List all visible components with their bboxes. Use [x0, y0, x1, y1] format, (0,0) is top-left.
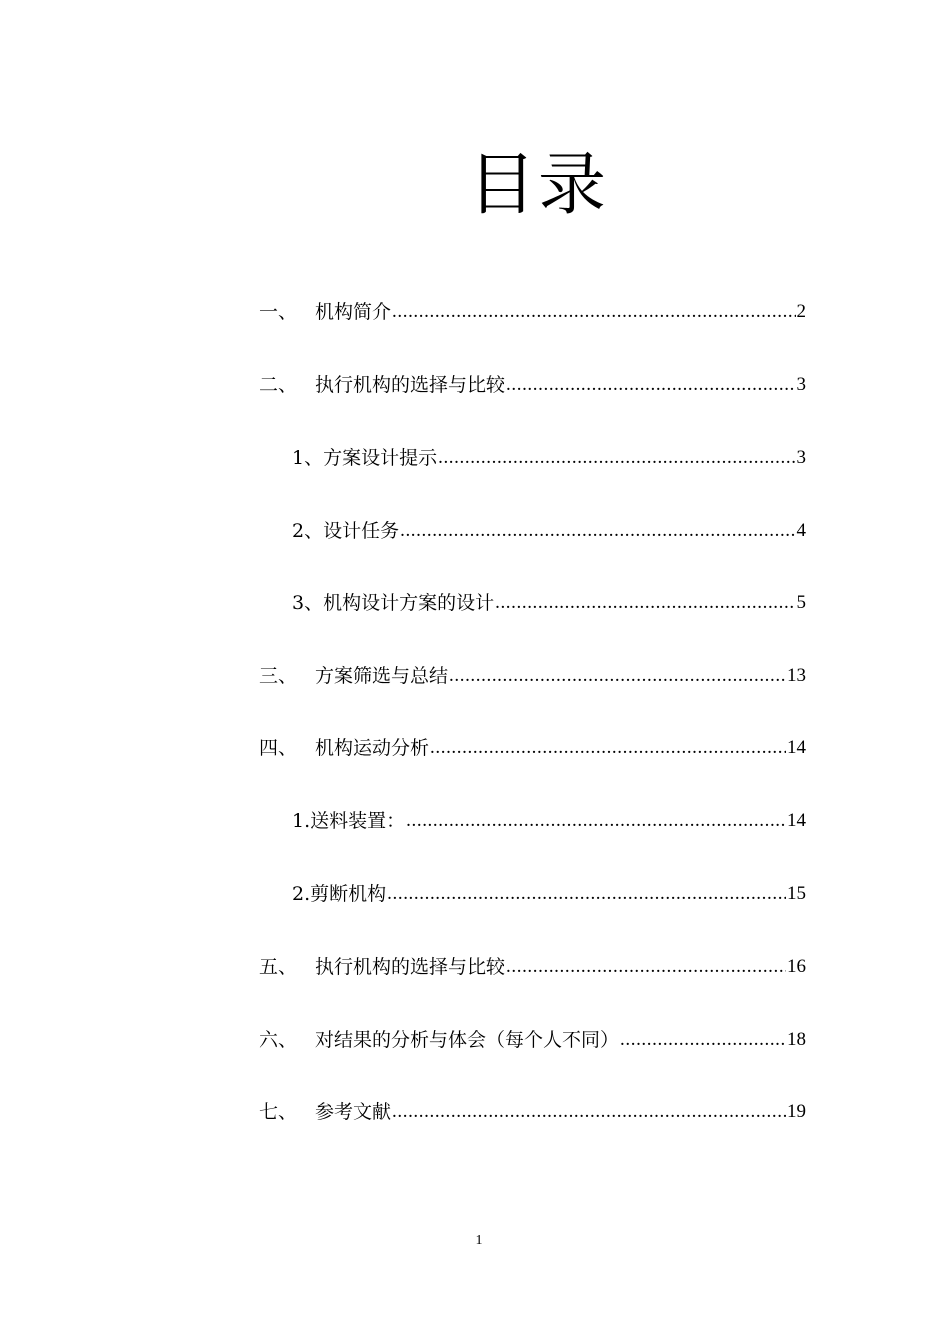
toc-entry-2-1[interactable] — [292, 443, 806, 473]
dot-leader — [449, 661, 786, 691]
toc-entry-5[interactable] — [259, 952, 806, 982]
dot-leader — [506, 952, 786, 982]
toc-entry-label: 执行机构的选择与比较 — [315, 956, 506, 978]
toc-entry-number: 六、 — [259, 1029, 298, 1051]
toc-entry-label: 对结果的分析与体会（每个人不同） — [315, 1029, 620, 1051]
toc-entry-number: 四、 — [259, 737, 298, 759]
dot-leader — [506, 370, 795, 400]
toc-entry-label: 方案设计提示 — [323, 447, 438, 469]
toc-entry-page: 3 — [796, 374, 806, 395]
toc-entry-label: 方案筛选与总结 — [315, 665, 449, 687]
dot-leader — [392, 1097, 786, 1127]
toc-entry-number: 1、 — [292, 447, 324, 469]
toc-entry-number: 七、 — [259, 1101, 298, 1123]
toc-entry-number: 一、 — [259, 301, 298, 323]
toc-entry-number: 1. — [292, 810, 311, 832]
toc-entry-label: 机构简介 — [315, 301, 392, 323]
toc-entry-label: 剪断机构 — [310, 883, 387, 905]
toc-entry-number: 2、 — [292, 520, 324, 542]
dot-leader — [495, 588, 795, 618]
toc-entry-label: 参考文献 — [315, 1101, 392, 1123]
toc-entry-page: 14 — [787, 810, 806, 831]
toc-entry-page: 19 — [787, 1101, 806, 1122]
toc-entry-page: 15 — [787, 883, 806, 904]
dot-leader — [400, 516, 795, 546]
toc-entry-1[interactable] — [259, 297, 806, 327]
dot-leader — [387, 879, 786, 909]
dot-leader — [430, 733, 786, 763]
toc-entry-number: 3、 — [292, 592, 324, 614]
toc-entry-number: 二、 — [259, 374, 298, 396]
toc-entry-6[interactable] — [259, 1025, 806, 1055]
dot-leader — [406, 806, 786, 836]
toc-entry-number: 三、 — [259, 665, 298, 687]
toc-entry-page: 18 — [787, 1029, 806, 1050]
toc-entry-4-2[interactable] — [292, 879, 806, 909]
toc-entry-7[interactable] — [259, 1097, 806, 1127]
toc-entry-page: 16 — [787, 956, 806, 977]
dot-leader — [438, 443, 795, 473]
toc-entry-label: 机构运动分析 — [315, 737, 430, 759]
toc-entry-4[interactable] — [259, 733, 806, 763]
toc-entry-label: 机构设计方案的设计 — [323, 592, 495, 614]
toc-entry-page: 5 — [796, 592, 806, 613]
toc-entry-page: 3 — [796, 447, 806, 468]
toc-entry-label: 执行机构的选择与比较 — [315, 374, 506, 396]
toc-entry-4-1[interactable] — [292, 806, 806, 836]
toc-entry-page: 13 — [787, 665, 806, 686]
toc-entry-number: 2. — [292, 883, 311, 905]
toc-entry-number: 五、 — [259, 956, 298, 978]
toc-entry-2-2[interactable] — [292, 516, 806, 546]
dot-leader — [392, 297, 795, 327]
toc-entry-2-3[interactable] — [292, 588, 806, 618]
footer-page-number: 1 — [475, 1233, 483, 1248]
document-title: 目录 — [467, 146, 608, 225]
toc-entry-label: 设计任务 — [323, 520, 400, 542]
toc-entry-page: 4 — [796, 520, 806, 541]
dot-leader — [620, 1025, 786, 1055]
toc-entry-page: 14 — [787, 737, 806, 758]
toc-entry-label: 送料装置： — [310, 810, 406, 832]
toc-entry-page: 2 — [796, 301, 806, 322]
toc-entry-2[interactable] — [259, 370, 806, 400]
toc-entry-3[interactable] — [259, 661, 806, 691]
